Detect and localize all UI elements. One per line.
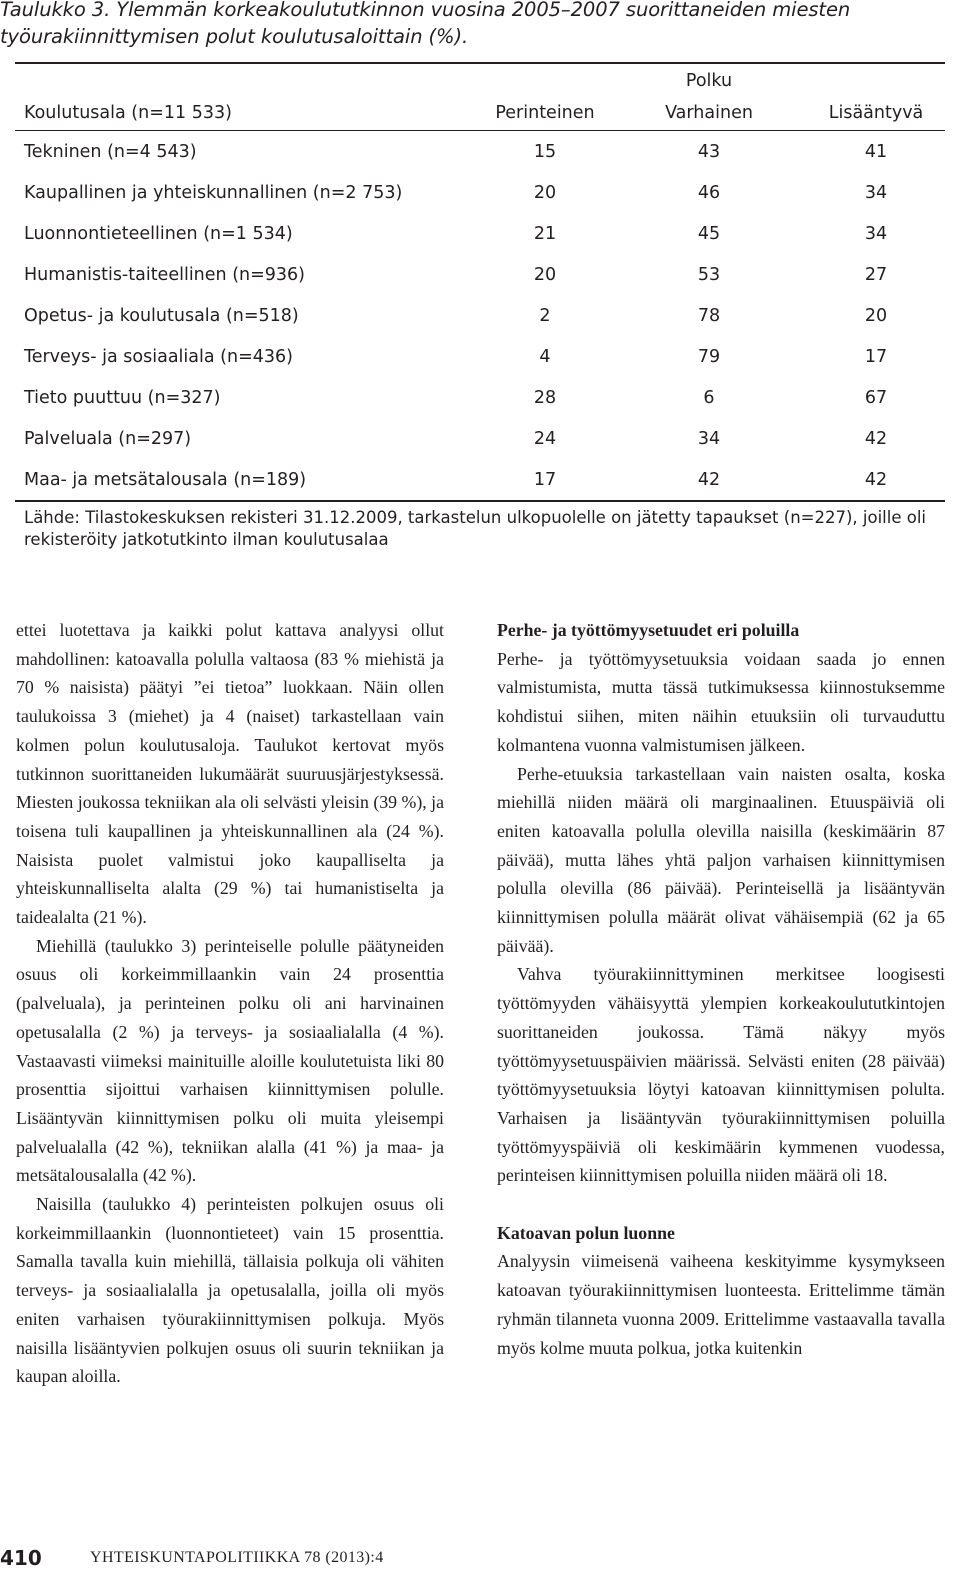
data-table — [15, 64, 945, 502]
cell-lisaantyva: 17 — [864, 346, 888, 367]
cell-perinteinen: 20 — [533, 264, 557, 285]
body-paragraph: Perhe- ja työttömyysetuuksia voidaan saada jo ennen valmistumista, mutta tässä tutkimuksessa kiinnostuksemme kohdistui siihen, miten näihin etuuksiin oli turvauduttu kolmantena vuonna valmistumisen jälkeen. — [497, 648, 945, 755]
table-header-row — [15, 95, 945, 130]
cell-perinteinen: 4 — [539, 346, 551, 367]
cell-perinteinen: 28 — [533, 387, 557, 408]
body-paragraph: Analyysin viimeisenä vaiheena keskityimme kysymykseen katoavan työurakiinnittymisen luonteesta. Erittelimme tämän ryhmän tilanneta vuonna 2009. Erittelimme vastaavalla tavalla myös kolme muuta polkua, jotka kuitenkin — [497, 1251, 945, 1358]
journal-name: YHTEISKUNTAPOLITIIKKA 78 (2013):4 — [90, 1549, 384, 1566]
cell-varhainen: 42 — [697, 469, 721, 490]
body-paragraph: Vahva työurakiinnittyminen merkitsee loogisesti työttömyyden vähäisyyttä ylempien korkeakoulututkintojen suorittaneiden joukossa. Tämä näkyy myös työttömyysetuuspäivien määrissä. Selvästi eniten (28 päivää) työttömyysetuuksia löytyi katoavan kiinnittymisen polulta. Varhaisen ja lisääntyvän työurakiinnittymisen poluilla työttömyyspäiviä oli keskimäärin kymmenen vuodessa, perinteisen kiinnittymisen poluilla niiden määrä oli 18. — [497, 964, 945, 1186]
row-label: Tekninen (n=4 543) — [24, 141, 197, 162]
cell-varhainen: 6 — [703, 387, 715, 408]
table-caption: Taulukko 3. Ylemmän korkeakoulututkinnon vuosina 2005–2007 suorittaneiden miesten työurakiinnittymisen polut koulutusaloittain (%). — [0, 0, 851, 48]
body-paragraph: Naisilla (taulukko 4) perinteisten polkujen osuus oli korkeimmillaankin (luonnontieteet) vain 15 prosenttia. Samalla tavalla kuin miehillä, tällaisia polkuja oli vähiten terveys- ja sosiaalialalla ja opetusalalla, joilla oli myös eniten varhaisen työurakiinnittymisen polkuja. Myös naisilla lisääntyvien polkujen osuus oli suurin tekniikan ja kaupan aloilla. — [16, 1194, 444, 1387]
row-label: Palveluala (n=297) — [24, 428, 192, 449]
header-varhainen: Varhainen — [665, 102, 753, 123]
cell-varhainen: 78 — [697, 305, 721, 326]
cell-varhainen: 79 — [697, 346, 721, 367]
row-label: Humanistis-taiteellinen (n=936) — [24, 264, 305, 285]
row-label: Tieto puuttuu (n=327) — [24, 387, 221, 408]
group-header-polku: Polku — [685, 70, 733, 91]
table-row — [15, 418, 945, 459]
table-row — [15, 295, 945, 336]
table-row — [15, 131, 945, 172]
cell-lisaantyva: 42 — [864, 428, 888, 449]
table-row — [15, 213, 945, 254]
cell-perinteinen: 20 — [533, 182, 557, 203]
table-row — [15, 254, 945, 295]
section-heading: Katoavan polun luonne — [497, 1222, 675, 1243]
cell-lisaantyva: 42 — [864, 469, 888, 490]
cell-varhainen: 34 — [697, 428, 721, 449]
table-group-header-row — [15, 64, 945, 95]
left-text-column — [16, 616, 444, 1391]
section-heading: Perhe- ja työttömyysetuudet eri poluilla — [497, 620, 800, 640]
cell-varhainen: 46 — [697, 182, 721, 203]
row-label: Opetus- ja koulutusala (n=518) — [24, 305, 299, 326]
cell-varhainen: 53 — [697, 264, 721, 285]
cell-perinteinen: 2 — [539, 305, 551, 326]
cell-perinteinen: 17 — [533, 469, 557, 490]
header-lisaantyva: Lisääntyvä — [828, 102, 924, 123]
header-koulutusala: Koulutusala (n=11 533) — [24, 102, 232, 123]
section-spacer — [497, 1190, 945, 1219]
row-label: Kaupallinen ja yhteiskunnallinen (n=2 753) — [24, 182, 403, 203]
right-text-column — [497, 616, 945, 1362]
cell-perinteinen: 24 — [533, 428, 557, 449]
table-row — [15, 172, 945, 213]
row-label: Maa- ja metsätalousala (n=189) — [24, 469, 307, 490]
cell-lisaantyva: 34 — [864, 223, 888, 244]
page-number: 410 — [0, 1546, 42, 1570]
cell-perinteinen: 21 — [533, 223, 557, 244]
table-row — [15, 336, 945, 377]
body-paragraph: Perhe-etuuksia tarkastellaan vain naisten osalta, koska miehillä niiden määrä oli marginaalinen. Etuuspäiviä oli eniten katoavalla polulla olevilla naisilla (keskimäärin 87 päivää), mutta lähes yhtä paljon varhaisen kiinnittymisen polulla olevilla (86 päivää). Perinteisellä ja lisääntyvän kiinnittymisen polulla määrät olivat vähäisempiä (62 ja 65 päivää). — [497, 763, 945, 956]
cell-lisaantyva: 27 — [864, 264, 888, 285]
cell-perinteinen: 15 — [533, 141, 557, 162]
table-bottom-rule — [15, 500, 945, 502]
cell-lisaantyva: 41 — [864, 141, 888, 162]
cell-lisaantyva: 34 — [864, 182, 888, 203]
table-source-note: Lähde: Tilastokeskuksen rekisteri 31.12.2009, tarkastelun ulkopuolelle on jätetty tapaukset (n=227), joille oli rekisteröity jatkotutkinto ilman koulutusalaa — [24, 508, 926, 549]
header-perinteinen: Perinteinen — [495, 102, 595, 123]
cell-varhainen: 45 — [697, 223, 721, 244]
row-label: Luonnontieteellinen (n=1 534) — [24, 223, 293, 244]
cell-lisaantyva: 67 — [864, 387, 888, 408]
body-paragraph: ettei luotettava ja kaikki polut kattava analyysi ollut mahdollinen: katoavalla polulla valtaosa (83 % miehistä ja 70 % naisista) päätyi ”ei tietoa” luokkaan. Näin ollen taulukoissa 3 (miehet) ja 4 (naiset) tarkastellaan vain kolmen polun koulutusaloja. Taulukot kertovat myös tutkinnon suorittaneiden lukumäärät suuruusjärjestyksessä. Miesten joukossa tekniikan ala oli selvästi yleisin (39 %), ja toisena tuli kaupallinen ja yhteiskunnallinen ala (24 %). Naisista puolet valmistui joko kaupalliselta ja yhteiskunnalliselta alalta (29 %) tai humanistiselta ja taidealalta (21 %). — [16, 620, 444, 928]
cell-varhainen: 43 — [697, 141, 721, 162]
table-row — [15, 377, 945, 418]
body-paragraph: Miehillä (taulukko 3) perinteiselle polulle päätyneiden osuus oli korkeimmillaankin vain 24 prosenttia (palveluala), ja perinteinen polku oli ani harvinainen opetusalalla (2 %) ja terveys- ja sosiaalialalla (4 %). Vastaavasti viimeksi mainituille aloille koulutetuista liki 80 prosenttia sijoittui varhaisen kiinnittymisen polulle. Lisääntyvän kiinnittymisen polku oli muita yleisempi palvelualalla (42 %), tekniikan alalla (41 %) ja maa- ja metsätalousalalla (42 %). — [16, 935, 444, 1186]
row-label: Terveys- ja sosiaaliala (n=436) — [24, 346, 293, 367]
cell-lisaantyva: 20 — [864, 305, 888, 326]
table-row — [15, 459, 945, 500]
